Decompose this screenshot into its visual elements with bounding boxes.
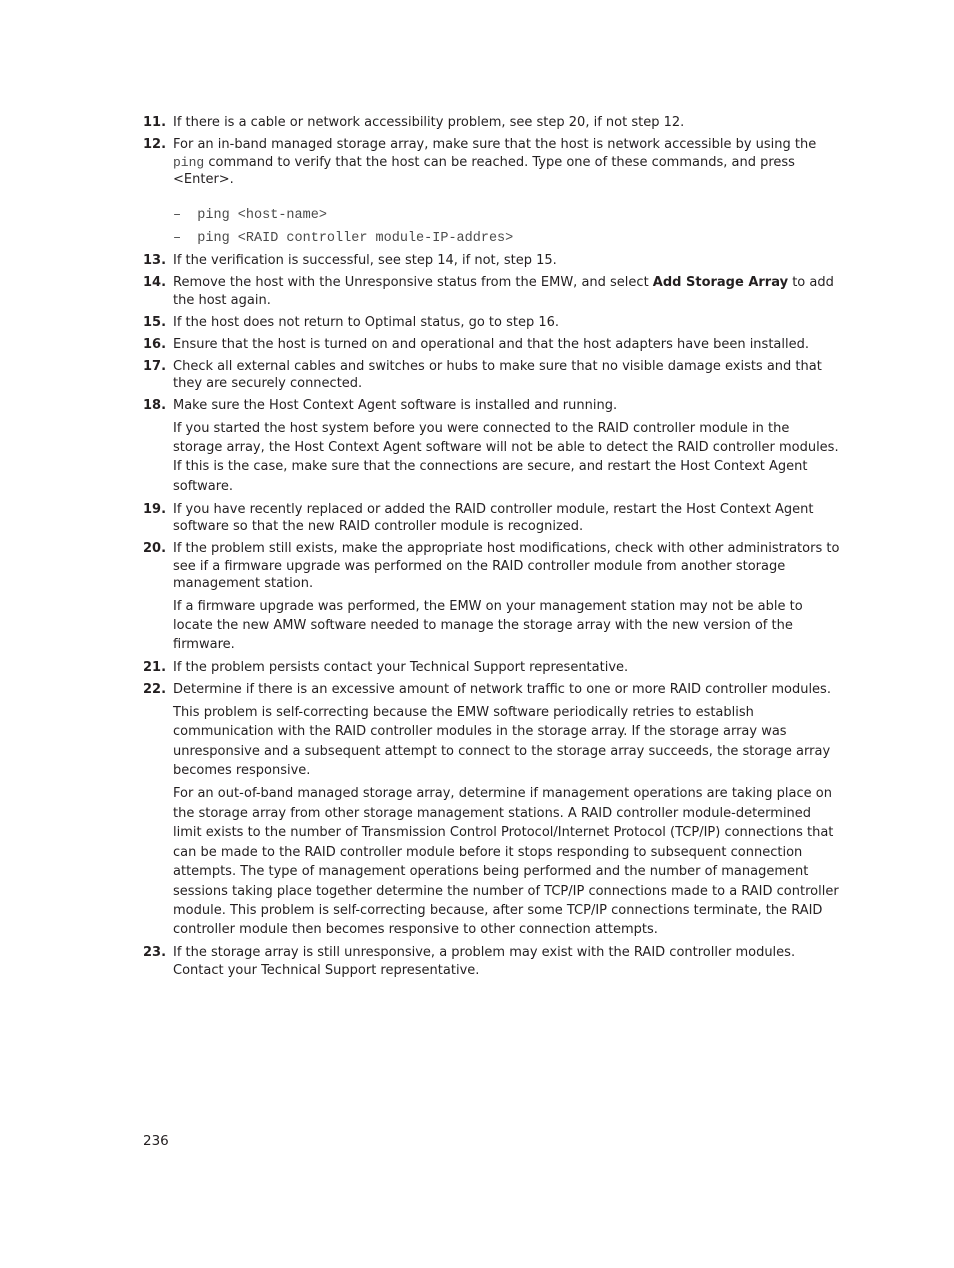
command-list <box>173 204 841 250</box>
step-detail: This problem is self-correcting because the EMW software periodically retries to establish communication with the RAID controller modules in the storage array. If the storage array was unresponsive and a subsequent attempt to connect to the storage array succeeds, the storage array becomes responsive. <box>173 704 831 779</box>
step-20 <box>143 540 841 655</box>
step-number: 12. <box>143 137 167 152</box>
step-number: 17. <box>143 358 167 374</box>
step-detail: If a firmware upgrade was performed, the EMW on your management station may not be able to locate the new AMW software needed to manage the storage array with the new version of the firmware. <box>173 598 803 653</box>
step-text-part: Remove the host with the Unresponsive status from the EMW, and select <box>173 275 653 290</box>
step-text-part: to add the host again. <box>173 275 834 308</box>
step-13 <box>143 252 841 270</box>
step-text: Make sure the Host Context Agent software is installed and running. <box>173 398 618 413</box>
step-text: If the verification is successful, see step 14, if not, step 15. <box>173 253 557 268</box>
step-number: 22. <box>143 682 167 698</box>
step-number: 19. <box>143 501 167 517</box>
step-19 <box>143 501 841 536</box>
inline-code: ping <box>173 154 205 170</box>
command-line: – ping <RAID controller module-IP-addres> <box>173 230 514 246</box>
step-18 <box>143 397 841 496</box>
step-text: Check all external cables and switches or hubs to make sure that no visible damage exists and that they are securely connected. <box>173 358 822 391</box>
step-number: 21. <box>143 660 167 676</box>
command-line: – ping <host-name> <box>173 207 327 223</box>
step-text: If the storage array is still unresponsive, a problem may exist with the RAID controller modules. Contact your Technical Support representative. <box>173 945 796 978</box>
step-text: If the host does not return to Optimal status, go to step 16. <box>173 314 560 330</box>
step-number: 20. <box>143 541 167 557</box>
step-detail: If you started the host system before you were connected to the RAID controller module in the storage array, the Host Context Agent software will not be able to detect the RAID controller modules. If this is the case, make sure that the connections are secure, and restart the Host Context Agent software. <box>173 420 839 494</box>
step-text: If you have recently replaced or added the RAID controller module, restart the Host Context Agent software so that the new RAID controller module is recognized. <box>173 501 814 535</box>
step-text: Determine if there is an excessive amount of network traffic to one or more RAID controller modules. <box>173 682 831 698</box>
step-21 <box>143 659 841 677</box>
step-number: 23. <box>143 945 167 961</box>
step-number: 18. <box>143 398 167 413</box>
step-text: Ensure that the host is turned on and operational and that the host adapters have been installed. <box>173 336 809 352</box>
step-23 <box>143 944 841 979</box>
step-text-part: command to verify that the host can be reached. Type one of these commands, and press <Enter>. <box>173 154 795 187</box>
page-number: 236 <box>143 1133 169 1149</box>
step-text: If the problem still exists, make the appropriate host modifications, check with other administrators to see if a firmware upgrade was performed on the RAID controller module from another storage management station. <box>173 541 840 592</box>
step-17 <box>143 358 841 393</box>
step-text: If there is a cable or network accessibility problem, see step 20, if not step 12. <box>173 115 685 130</box>
step-12 <box>143 136 841 248</box>
step-text <box>173 274 841 309</box>
step-15 <box>143 314 841 332</box>
step-number: 15. <box>143 314 167 330</box>
document-body <box>143 114 841 984</box>
step-number: 14. <box>143 275 167 290</box>
ui-label-add-storage-array: Add Storage Array <box>652 275 789 290</box>
step-number: 16. <box>143 336 167 352</box>
step-22 <box>143 681 841 939</box>
step-text <box>173 136 841 189</box>
step-number: 13. <box>143 253 167 268</box>
step-16 <box>143 336 841 354</box>
step-14 <box>143 274 841 309</box>
step-text-part: For an in-band managed storage array, make sure that the host is network accessible by using the <box>173 137 817 152</box>
step-11 <box>143 114 841 132</box>
step-number: 11. <box>143 115 167 130</box>
step-detail: For an out-of-band managed storage array, determine if management operations are taking place on the storage array from other storage management stations. A RAID controller module-determined limit exists to the number of Transmission Control Protocol/Internet Protocol (TCP/IP) connections that can be made to the RAID controller module before it stops responding to subsequent connection attempts. The type of management operations being performed and the number of management sessions taking place together determine the number of TCP/IP connections made to a RAID controller module. This problem is self-correcting because, after some TCP/IP connections terminate, the RAID controller module then becomes responsive to other connection attempts. <box>173 786 839 938</box>
step-text: If the problem persists contact your Technical Support representative. <box>173 660 629 676</box>
